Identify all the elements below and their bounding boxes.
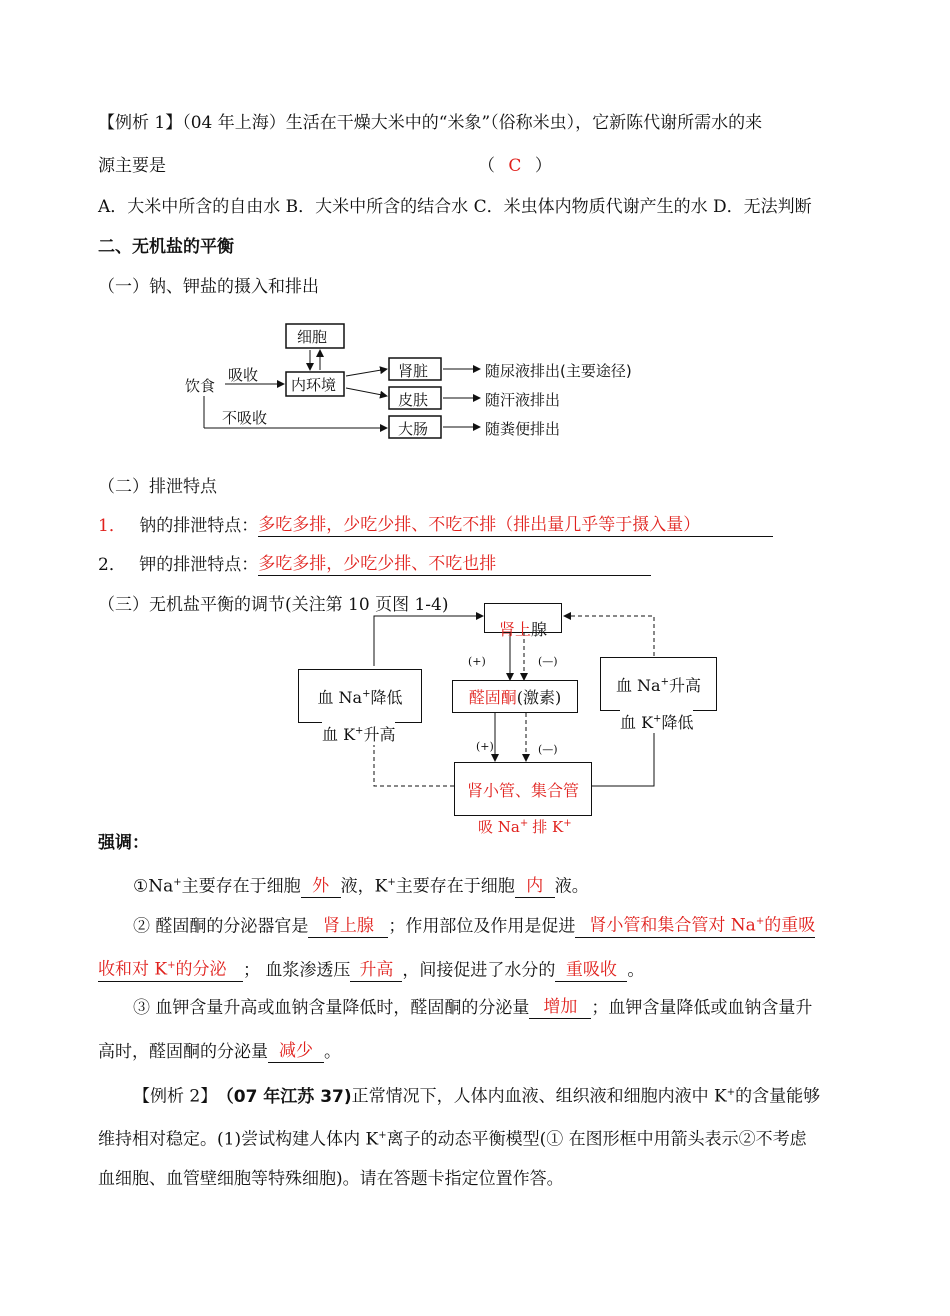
plus-sign-2: (+) bbox=[476, 740, 494, 753]
example1-line1 bbox=[98, 112, 762, 134]
minus-sign-1: (—) bbox=[538, 655, 558, 668]
emphasis-p3-line2 bbox=[98, 1040, 341, 1063]
example2-title: 【例析 2】 bbox=[133, 1086, 218, 1107]
na-low-box bbox=[298, 669, 422, 723]
p1-c: 液，K bbox=[340, 876, 388, 897]
sup: + bbox=[519, 818, 529, 829]
example2-line1 bbox=[133, 1082, 820, 1108]
urine-output-label: 随尿液排出(主要途径) bbox=[485, 362, 632, 380]
p3-c: 高时，醛固酮的分泌量 bbox=[98, 1042, 268, 1062]
p1-answer-inside: 内 bbox=[515, 875, 555, 898]
section2-heading: 二、无机盐的平衡 bbox=[98, 237, 234, 257]
p2-answer-reabsorb: 重吸收 bbox=[555, 959, 627, 982]
k-high-label bbox=[322, 722, 395, 745]
example2-line3: 血细胞、血管壁细胞等特殊细胞)。请在答题卡指定位置作答。 bbox=[98, 1169, 564, 1189]
emphasis-p2-line1 bbox=[133, 911, 815, 938]
sup: + bbox=[173, 877, 182, 888]
p3-a: ③ 血钾含量升高或血钠含量降低时，醛固酮的分泌量 bbox=[133, 998, 530, 1018]
emphasis-p1 bbox=[133, 872, 589, 898]
absorb-label: 吸收 bbox=[228, 366, 259, 384]
example2-t2b: 离子的动态平衡模型(① 在图形框中用箭头表示②不考虑 bbox=[386, 1129, 807, 1150]
na-high-box bbox=[600, 657, 717, 711]
k-low-text: 血 K bbox=[620, 713, 654, 732]
answer-bracket-left: （ bbox=[478, 156, 495, 176]
p2-e: 。 bbox=[627, 960, 645, 981]
section2-sub2: （二）排泄特点 bbox=[98, 477, 217, 497]
p3-answer-increase: 增加 bbox=[529, 996, 591, 1019]
adrenal-box bbox=[484, 603, 562, 639]
sup: + bbox=[387, 877, 396, 888]
potassium-excretion bbox=[98, 553, 651, 576]
food-label: 饮食 bbox=[185, 377, 216, 395]
k-high-text: 血 K bbox=[322, 725, 356, 744]
example1-text2: 源主要是 bbox=[98, 156, 166, 176]
sup: + bbox=[378, 1130, 387, 1141]
sup: + bbox=[660, 676, 669, 688]
k-low-label bbox=[620, 710, 693, 733]
na-high-text: 血 Na bbox=[615, 675, 661, 695]
p2-c: ； 血浆渗透压 bbox=[243, 960, 351, 981]
p2-ans2c: 收和对 K bbox=[98, 959, 168, 980]
p3-answer-decrease: 减少 bbox=[268, 1040, 324, 1063]
sup: + bbox=[726, 1087, 736, 1098]
p2-answer-pressure: 升高 bbox=[350, 959, 402, 982]
emphasis-label: 强调： bbox=[98, 833, 149, 853]
p1-b: 主要存在于细胞 bbox=[181, 876, 301, 897]
p2-b: ；作用部位及作用是促进 bbox=[388, 916, 576, 937]
sodium-label: 钠的排泄特点： bbox=[139, 516, 259, 536]
tubule-box: 肾小管、集合管 bbox=[454, 762, 592, 816]
p1-d: 主要存在于细胞 bbox=[395, 876, 515, 897]
potassium-label: 钾的排泄特点： bbox=[139, 555, 259, 575]
sup: + bbox=[755, 916, 765, 927]
adrenal-red: 肾上 bbox=[498, 620, 531, 639]
p2-d: ，间接促进了水分的 bbox=[402, 960, 556, 981]
example1-answer: C bbox=[508, 156, 522, 176]
p2-a: ② 醛固酮的分泌器官是 bbox=[133, 916, 309, 937]
skin-label: 皮肤 bbox=[398, 391, 429, 409]
na-high-text-2: 升高 bbox=[669, 675, 702, 695]
aldosterone-red: 醛固酮 bbox=[468, 688, 517, 707]
p1-answer-outside: 外 bbox=[301, 875, 341, 898]
example1-title: 【例析 1】 bbox=[98, 113, 183, 133]
feces-output-label: 随粪便排出 bbox=[485, 420, 561, 438]
p1-a: ①Na bbox=[133, 876, 174, 897]
item-number-1: 1． bbox=[98, 516, 126, 536]
example1-answer-line bbox=[478, 155, 552, 177]
sodium-excretion bbox=[98, 514, 773, 537]
emphasis-p2-line2 bbox=[98, 955, 644, 982]
cell-box-label: 细胞 bbox=[297, 328, 328, 346]
potassium-answer: 多吃多排，少吃少排、不吃也排 bbox=[258, 553, 651, 576]
example2-line2 bbox=[98, 1125, 807, 1151]
p1-e: 液。 bbox=[554, 876, 589, 897]
sup: + bbox=[362, 688, 371, 700]
adrenal-black: 腺 bbox=[531, 620, 548, 639]
section2-sub3: （三）无机盐平衡的调节(关注第 10 页图 1-4) bbox=[98, 595, 449, 615]
na-low-text: 血 Na bbox=[317, 687, 363, 707]
emphasis-p3-line1 bbox=[133, 996, 812, 1019]
sup: + bbox=[167, 960, 176, 971]
example2-t1: 正常情况下，人体内血液、组织液和细胞内液中 K bbox=[351, 1086, 727, 1107]
p2-answer-organ: 肾上腺 bbox=[308, 915, 388, 938]
k-low-text-2: 降低 bbox=[661, 713, 694, 732]
internal-env-label: 内环境 bbox=[291, 376, 337, 394]
k-high-text-2: 升高 bbox=[363, 725, 396, 744]
sup: + bbox=[355, 725, 364, 737]
example2-source: （07 年江苏 37) bbox=[225, 1086, 352, 1107]
aldosterone-black: (激素) bbox=[516, 688, 562, 707]
answer-bracket-right: ） bbox=[534, 156, 552, 176]
sodium-answer: 多吃多排，少吃少排、不吃不排（排出量几乎等于摄入量） bbox=[258, 514, 773, 537]
kidney-label: 肾脏 bbox=[398, 362, 429, 380]
excrete-k: 排 K bbox=[532, 818, 564, 836]
example2-t1b: 的含量能够 bbox=[735, 1086, 821, 1107]
p2-ans2d: 的分泌 bbox=[175, 959, 227, 980]
p2-ans2: 肾小管和集合管对 Na bbox=[589, 915, 756, 936]
example1-options: A．大米中所含的自由水 B．大米中所含的结合水 C．米虫体内物质代谢产生的水 D．无法判断 bbox=[98, 197, 812, 217]
na-low-text-2: 降低 bbox=[370, 687, 403, 707]
reabsorb-na: 吸 Na bbox=[478, 818, 520, 836]
plus-sign-1: (+) bbox=[468, 655, 486, 668]
reabsorb-label bbox=[478, 816, 572, 837]
minus-sign-2: (—) bbox=[538, 743, 558, 756]
section2-sub1: （一）钠、钾盐的摄入和排出 bbox=[98, 277, 319, 297]
not-absorb-label: 不吸收 bbox=[222, 409, 268, 427]
p3-d: 。 bbox=[324, 1042, 341, 1062]
colon-label: 大肠 bbox=[398, 420, 429, 438]
aldosterone-box bbox=[452, 680, 578, 713]
p2-answer-action-cont bbox=[98, 955, 243, 982]
sup: + bbox=[653, 713, 662, 725]
p3-b: ；血钾含量降低或血钠含量升 bbox=[591, 998, 813, 1018]
p2-answer-action bbox=[575, 911, 815, 938]
example2-t2: 维持相对稳定。(1)尝试构建人体内 K bbox=[98, 1129, 379, 1150]
sweat-output-label: 随汗液排出 bbox=[485, 391, 561, 409]
p2-ans2b: 的重吸 bbox=[764, 915, 816, 936]
sup: + bbox=[563, 818, 572, 829]
item-number-2: 2． bbox=[98, 555, 126, 575]
example1-text1: （04 年上海）生活在干燥大米中的“米象”（俗称米虫），它新陈代谢所需水的来 bbox=[182, 113, 763, 133]
